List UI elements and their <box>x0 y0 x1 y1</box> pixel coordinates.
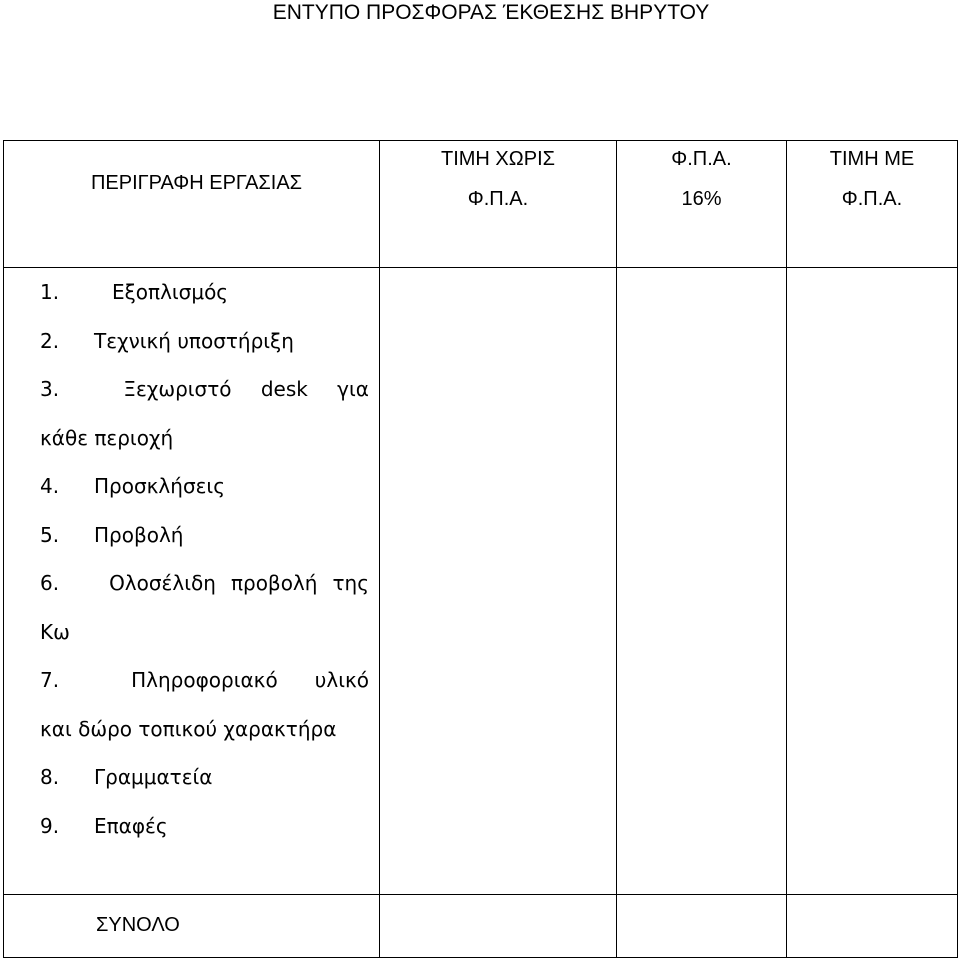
item-text-part: Ολοσέλιδη <box>109 571 216 595</box>
header-price-with-vat-line1: ΤΙΜΗ ΜΕ <box>829 148 915 170</box>
header-vat-line1: Φ.Π.Α. <box>671 148 732 170</box>
header-description-label: ΠΕΡΙΓΡΑΦΗ ΕΡΓΑΣΙΑΣ <box>90 172 303 194</box>
item-text: Προσκλήσεις <box>94 474 225 498</box>
header-price-without-vat-line1: ΤΙΜΗ ΧΩΡΙΣ <box>441 148 555 170</box>
total-label: ΣΥΝΟΛΟ <box>4 895 380 958</box>
total-price-with-vat-cell[interactable] <box>787 895 958 958</box>
header-price-without-vat-line2: Φ.Π.Α. <box>467 188 529 210</box>
table-total-row <box>4 895 958 958</box>
item-text-part: προβολή <box>230 571 318 595</box>
item-number: 4. <box>40 474 60 498</box>
item-number: 7. <box>40 668 60 692</box>
list-item-continuation: κάθε περιοχή <box>40 425 174 450</box>
document-title: ΕΝΤΥΠΟ ΠΡΟΣΦΟΡΑΣ ΈΚΘΕΣΗΣ ΒΗΡΥΤΟΥ <box>272 1 710 24</box>
item-text: Γραμματεία <box>94 765 213 789</box>
total-price-without-vat-cell[interactable] <box>380 895 617 958</box>
item-text: Τεχνική υποστήριξη <box>94 328 294 353</box>
header-vat-line2: 16% <box>681 188 722 210</box>
list-item <box>4 656 379 705</box>
list-item <box>4 268 379 317</box>
item-number: 2. <box>40 328 60 353</box>
offer-table <box>3 140 958 958</box>
item-text-part: Ξεχωριστό <box>123 377 232 401</box>
item-number: 3. <box>40 377 60 401</box>
item-number: 5. <box>40 522 60 547</box>
list-item <box>4 511 379 560</box>
list-item <box>4 753 379 802</box>
header-description <box>4 141 380 268</box>
header-price-with-vat-line2: Φ.Π.Α. <box>841 188 903 210</box>
list-item <box>4 365 379 414</box>
item-number: 8. <box>40 765 60 789</box>
item-text-part: της <box>332 571 369 595</box>
table-header-row <box>4 141 958 268</box>
item-number: 9. <box>40 813 60 838</box>
list-item-continuation: Κω <box>40 619 70 644</box>
item-text: Επαφές <box>94 813 168 838</box>
items-list <box>4 268 380 895</box>
item-text: Προβολή <box>94 522 184 547</box>
item-number: 1. <box>40 280 60 304</box>
vat-cell[interactable] <box>617 268 787 895</box>
header-price-without-vat <box>380 141 617 268</box>
price-with-vat-cell[interactable] <box>787 268 958 895</box>
list-item <box>4 462 379 511</box>
item-text-part: υλικό <box>314 668 369 692</box>
item-text-part: Πληροφοριακό <box>131 668 278 692</box>
item-text-part: για <box>337 377 369 401</box>
list-item <box>4 559 379 608</box>
header-price-with-vat <box>787 141 958 268</box>
header-vat <box>617 141 787 268</box>
price-without-vat-cell[interactable] <box>380 268 617 895</box>
item-text-part: desk <box>260 377 308 401</box>
list-item-continuation: και δώρο τοπικού χαρακτήρα <box>40 716 337 741</box>
list-item <box>4 317 379 366</box>
item-text: Εξοπλισμός <box>112 280 229 304</box>
item-number: 6. <box>40 571 60 595</box>
table-items-row <box>4 268 958 895</box>
list-item <box>4 802 379 851</box>
total-vat-cell[interactable] <box>617 895 787 958</box>
